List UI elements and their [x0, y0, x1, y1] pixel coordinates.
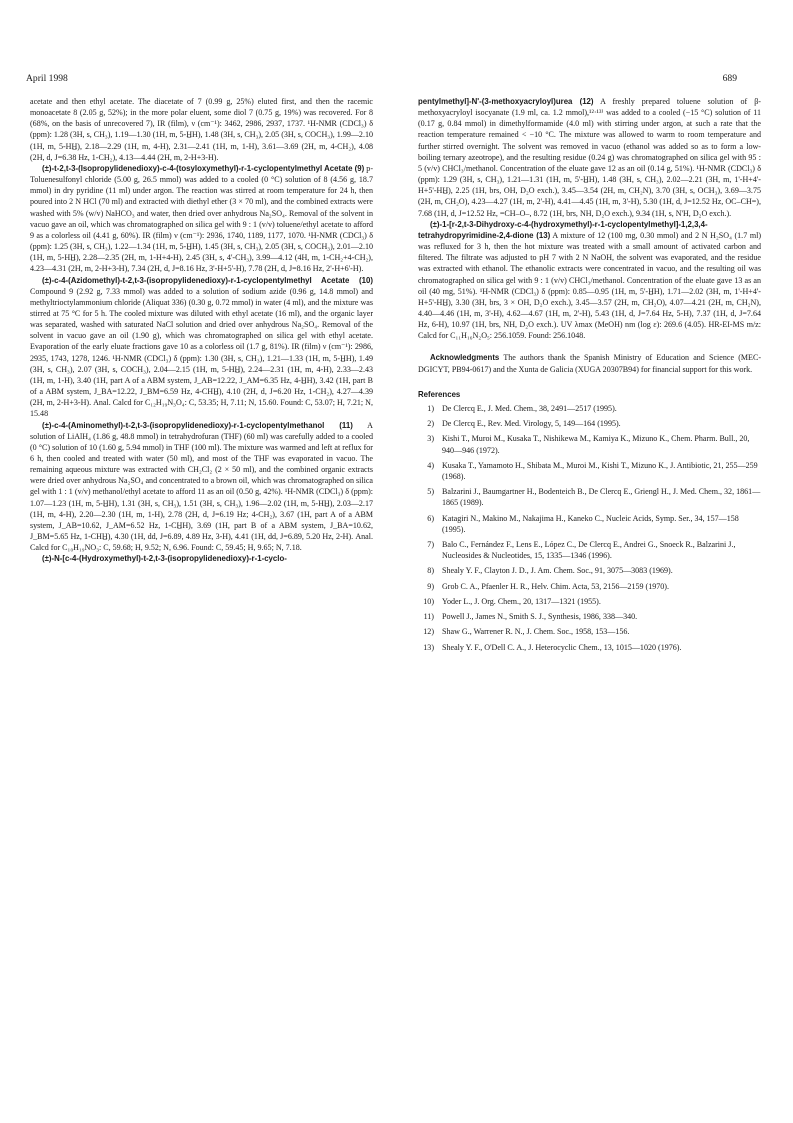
section-heading-compound-13: (±)-1-[r-2,t-3-Dihydroxy-c-4-(hydroxymethyl)-r-1-cyclopentylmethyl]-1,2,3,4-tetrahydropyrimidine-2,4-dione (13): [418, 219, 708, 240]
reference-item: [418, 642, 761, 653]
page-number: 689: [722, 73, 737, 84]
reference-number: 7): [427, 540, 434, 550]
reference-number: 11): [423, 612, 434, 622]
reference-text: Shealy Y. F., Clayton J. D., J. Am. Chem. Soc., 91, 3075—3083 (1969).: [442, 566, 673, 576]
paragraph-compound-11: [30, 420, 373, 554]
reference-number: 13): [423, 642, 434, 652]
reference-number: 2): [427, 419, 434, 429]
paragraph-body: p-Toluenesulfonyl chloride (5.00 g, 26.5 mmol) was added to a cooled (0 °C) solution of 8 (4.56 g, 18.7 mmol) in dry pyridine (11 ml) under argon. The reaction was stirred at room temperature for 24 h, then poured into 2 N HCl (70 ml) and extracted with diethyl ether (3 × 70 ml), and the combined extracts were washed with 5% (w/v) NaHCO₃ and water, then dried over anhydrous Na₂SO₄. Removal of the solvent in vacuo gave an oil, which was chromatographed on silica gel with 9 : 1 (v/v) toluene/ethyl acetate to afford 9 as a colorless oil (4.41 g, 60%). IR (film) ν (cm⁻¹): 2936, 1740, 1189, 1177, 1070. ¹H-NMR (CDCl₃) δ (ppm): 1.25 (3H, s, CH₃), 1.22—1.34 (1H, m, 5-H̲H), 1.45 (3H, s, CH₃), 2.05 (3H, s, COCH₃), 2.01—2.10 (1H, m, 5-HH̲), 2.28—2.35 (2H, m, 1-H+4-H), 2.45 (3H, s, 4'-CH₃), 3.99—4.12 (4H, m, 1-CH₂+4-CH₂), 4.23—4.31 (2H, m, 2-H+3-H), 7.34 (2H, d, J=8.16 Hz, 3'-H+5'-H), 7.78 (2H, d, J=8.16 Hz, 2'-H+6'-H).: [30, 163, 374, 274]
reference-text: De Clercq E., J. Med. Chem., 38, 2491—2517 (1995).: [442, 403, 617, 413]
reference-item: [418, 418, 761, 429]
section-heading-compound-12-start: (±)-N-[c-4-(Hydroxymethyl)-t-2,t-3-(isopropylidenedioxy)-r-1-cyclo-: [42, 554, 287, 564]
paragraph-body: A solution of LiAlH₄ (1.86 g, 48.8 mmol) in tetrahydrofuran (THF) (60 ml) was carefully added to a cooled (0 °C) solution of 10 (1.60 g, 5.94 mmol) in THF (100 ml). The mixture was warmed and left at reflux for 6 h, then cooled and treated with water (50 ml), and most of the THF was evaporated in vacuo. The remaining aqueous mixture was extracted with CH₂Cl₂ (2 × 50 ml), and the combined organic extracts were dried over anhydrous Na₂SO₄ and concentrated to a brown oil, which was chromatographed on silica gel with 1 : 1 (v/v) methanol/ethyl acetate to afford 11 as an oil (0.50 g, 42%). ¹H-NMR (CDCl₃) δ (ppm): 1.07—1.23 (1H, m, 5-H̲H), 1.31 (3H, s, CH₃), 1.51 (3H, s, CH₃), 1.96—2.02 (1H, m, 5-HH̲), 2.03—2.17 (1H, m, 4-H), 2.20—2.30 (1H, m, 1-H), 2.78 (2H, d, J=6.19 Hz; 4-CH₂), 3.67 (1H, part A of a ABM system, J_AB=10.62, J_AM=6.52 Hz, 1-CH̲H), 3.69 (1H, part B of a ABM system, J_BA=10.62, J_BM=5.65 Hz, 1-CHH̲), 4.30 (1H, dd, J=6.89, 4.89 Hz, 3-H), 4.41 (1H, dd, J=6.89, 5.20 Hz, 2-H). Anal. Calcd for C₁₀H₁₉NO₃: C, 59.68; H, 9.52; N, 6.96. Found: C, 59.45; H, 9.65; N, 7.18.: [30, 420, 373, 553]
section-heading-compound-9: (±)-t-2,t-3-(Isopropylidenedioxy)-c-4-(tosyloxymethyl)-r-1-cyclopentylmethyl Acetate (9): [42, 163, 365, 173]
paragraph-compound-12: [418, 96, 761, 219]
references-list: [418, 403, 761, 653]
reference-item: [418, 486, 761, 508]
reference-number: 4): [427, 460, 434, 470]
reference-text: Katagiri N., Makino M., Nakajima H., Kaneko C., Nucleic Acids, Symp. Ser., 34, 157—158 (1995).: [442, 513, 739, 534]
reference-number: 10): [423, 596, 434, 606]
reference-number: 5): [427, 487, 434, 497]
reference-item: [418, 581, 761, 592]
paragraph-body: Compound 9 (2.92 g, 7.33 mmol) was added to a solution of sodium azide (0.96 g, 14.8 mmol) and methyltrioctylammonium chloride (Aliquat 336) (0.30 g, 0.72 mmol) in water (4 ml), and the mixture was stirred at 75 °C for 5 h. The cooled mixture was diluted with ethyl acetate (16 ml), and the organic layer was separated, washed with saturated NaCl solution and dried over anhydrous Na₂SO₄. Removal of the solvent in vacuo gave an oil (1.90 g), which was chromatographed on silica gel with ethyl acetate. Evaporation of the early eluate fractions gave 10 as a colorless oil (1.7 g, 81%). IR (film) ν (cm⁻¹): 2986, 2935, 1743, 1278, 1246. ¹H-NMR (CDCl₃) δ (ppm): 1.30 (3H, s, CH₃), 1.21—1.33 (1H, m, 5-H̲H), 1.49 (3H, s, CH₃), 2.07 (3H, s, COCH₃), 2.04—2.15 (1H, m, 5-HH̲), 2.24—2.31 (1H, m, 4-H), 2.33—2.43 (1H, m, 1-H), 3.40 (1H, part A of a ABM system, J_AB=12.22, J_AM=6.35 Hz, 4-H̲H), 3.42 (1H, part B of a ABM system, J_BA=12.22, J_BM=6.59 Hz, 4-CHH̲), 4.10 (2H, d, J=6.20 Hz, 1-CH₂), 4.27—4.39 (2H, m, 2-H+3-H). Anal. Calcd for C₁₂H₁₉N₃O₄: C, 53.35; H, 7.11; N, 15.60. Found: C, 53.07; H, 7.21; N, 15.48: [30, 286, 373, 419]
section-heading-compound-11: (±)-c-4-(Aminomethyl)-t-2,t-3-(isopropylidenedioxy)-r-1-cyclopentylmethanol (11): [42, 420, 353, 430]
right-column: [418, 96, 761, 657]
reference-item: [418, 403, 761, 414]
reference-text: Kishi T., Muroi M., Kusaka T., Nishikewa M., Kamiya K., Mizuno K., Chem. Pharm. Bull., 20, 940—946 (1972).: [442, 434, 750, 455]
acknowledgments-paragraph: [418, 352, 761, 374]
reference-item: [418, 460, 761, 482]
reference-text: Powell J., James N., Smith S. J., Synthesis, 1986, 338—340.: [442, 612, 638, 622]
reference-item: [418, 611, 761, 622]
reference-text: Yoder L., J. Org. Chem., 20, 1317—1321 (1955).: [442, 596, 601, 606]
paragraph-monoacetate-8: acetate and then ethyl acetate. The diacetate of 7 (0.99 g, 25%) eluted first, and then the racemic monoacetate 8 (2.05 g, 52%); in the more polar eluent, some diol 7 (0.75 g, 19%) was recovered. For 8 (68%, on the basis of unrecovered 7), IR (film), ν (cm⁻¹): 3462, 2986, 2937, 1737. ¹H-NMR (CDCl₃) δ (ppm): 1.28 (3H, s, CH₃), 1.19—1.30 (1H, m, 5-H̲H), 1.48 (3H, s, CH₃), 2.05 (3H, s, COCH₃), 1.99—2.10 (1H, m, 5-HH̲), 2.18—2.29 (1H, m, 4-H), 2.31—2.41 (1H, m, 1-H), 3.61—3.69 (2H, m, 4-CH₂), 4.08 (2H, d, J=6.38 Hz, 1-CH₂), 4.13—4.44 (2H, m, 2-H+3-H).: [30, 97, 373, 162]
reference-text: Grob C. A., Pfaenler H. R., Helv. Chim. Acta, 53, 2156—2159 (1970).: [442, 581, 670, 591]
reference-text: Shaw G., Warrener R. N., J. Chem. Soc., 1958, 153—156.: [442, 627, 630, 637]
reference-number: 8): [427, 566, 434, 576]
paragraph-compound-12-start: [30, 553, 373, 564]
paragraph-compound-9: [30, 163, 373, 275]
running-header-date: April 1998: [26, 73, 68, 84]
paragraph-body: A freshly prepared toluene solution of β-methoxyacryloyl isocyanate (1.9 ml, ca. 1.2 mmol),¹²·¹³⁾ was added to a cooled (−15 °C) solution of 11 (0.17 g, 0.84 mmol) in dimethylformamide (4.0 ml) with stirring under argon, at such a rate that the reaction temperature remained < −10 °C. The mixture was allowed to warm to room temperature and further stirred overnight. The solvent was removed in vacuo (ethanol was added so as to form a low-boiling ternary azeotrope), and the resulting residue (0.24 g) was chromatographed on silica gel with 95 : 5 (v/v) CHCl₃/methanol. Concentration of the eluate gave 12 as an oil (0.14 g, 51%). ¹H-NMR (CDCl₃) δ (ppm): 1.29 (3H, s, CH₃), 1.21—1.31 (1H, m, 5'-H̲H), 1.48 (3H, s, CH₃), 2.02—2.21 (3H, m, 1'-H+4'-H+5'-HH̲), 2.25 (1H, brs, OH, D₂O exch.), 3.45—3.54 (2H, m, CH₂N), 3.70 (3H, s, OCH₃), 3.69—3.75 (2H, m, CH₂O), 4.23—4.27 (1H, m, 2'-H), 4.41—4.45 (1H, m, 3'-H), 5.30 (1H, d, J=12.52 Hz, OC–CH=), 7.68 (1H, d, J=12.52 Hz, =CH–O–, 8.72 (1H, brs, NH, D₂O exch.), 9.34 (1H, s, N'H, D₂O exch.).: [418, 97, 761, 218]
reference-item: [418, 626, 761, 637]
acknowledgments-body: The authors thank the Spanish Ministry of Education and Science (MEC-DGICYT, PB94-0617) and the Xunta de Galicia (XUGA 20307B94) for financial support for this work.: [418, 353, 761, 374]
references-heading: References: [418, 389, 461, 399]
acknowledgments-heading: Acknowledgments: [430, 353, 500, 363]
reference-number: 3): [427, 434, 434, 444]
left-column: [30, 96, 373, 565]
reference-item: [418, 565, 761, 576]
reference-item: [418, 513, 761, 535]
paragraph-compound-13: [418, 219, 761, 342]
reference-text: De Clercq E., Rev. Med. Virology, 5, 149—164 (1995).: [442, 419, 621, 429]
reference-text: Balo C., Fernández F., Lens E., López C., De Clercq E., Andrei G., Snoeck R., Balzarini J., Nucleosides & Nucleotides, 15, 1335—1346 (1996).: [442, 540, 736, 561]
section-heading-compound-12-end: pentylmethyl]-N'-(3-methoxyacryloyl)urea (12): [418, 97, 594, 106]
reference-text: Shealy Y. F., O'Dell C. A., J. Heterocyclic Chem., 13, 1015—1020 (1976).: [442, 642, 682, 652]
reference-number: 9): [427, 581, 434, 591]
paragraph-compound-10: [30, 275, 373, 420]
reference-item: [418, 539, 761, 561]
reference-number: 12): [423, 627, 434, 637]
section-heading-compound-10: (±)-c-4-(Azidomethyl)-t-2,t-3-(isopropylidenedioxy)-r-1-cyclopentylmethyl Acetate (10): [42, 275, 373, 285]
reference-text: Balzarini J., Baumgartner H., Bodenteich B., De Clercq E., Griengl H., J. Med. Chem., 32, 1861—1865 (1989).: [442, 487, 761, 508]
paragraph-body: A mixture of 12 (100 mg, 0.30 mmol) and 2 N H₂SO₄ (1.7 ml) was refluxed for 3 h, then the hot mixture was treated with a small amount of activated carbon and filtered. The filtrate was adjusted to pH 7 with 2 N NaOH, the solvent was evaporated, and the residue was extracted with ethanol. The ethanolic extracts were concentrated in vacuo, and the resulting oil was chromatographed on silica gel with 9 : 1 (v/v) CHCl₃/methanol. Concentration of the eluate gave 13 as an oil (40 mg, 51%). ¹H-NMR (CDCl₃) δ (ppm): 0.85—0.95 (1H, m, 5'-H̲H), 1.71—2.02 (3H, m, 1'-H+4'-H+5'-HH̲), 3.30 (3H, brs, 3 × OH, D₂O exch.), 3.45—3.57 (2H, m, CH₂O), 4.07—4.21 (2H, m, CH₂N), 4.40—4.46 (1H, m, 3'-H), 4.62—4.67 (1H, m, 2'-H), 5.43 (1H, d, J=7.64 Hz, 5-H), 7.37 (1H, d, J=7.64 Hz, 6-H), 10.97 (1H, brs, NH, D₂O exch.). UV λmax (MeOH) nm (log ε): 269.6 (4.05). HR-EI-MS m/z: Calcd for C₁₁H₁₆N₂O₅: 256.1059. Found: 256.1048.: [418, 230, 761, 341]
reference-text: Kusaka T., Yamamoto H., Shibata M., Muroi M., Kishi T., Mizuno K., J. Antibiotic, 21, 255—259 (1968).: [442, 460, 758, 481]
reference-item: [418, 596, 761, 607]
reference-number: 1): [427, 403, 434, 413]
reference-item: [418, 433, 761, 455]
reference-number: 6): [427, 513, 434, 523]
